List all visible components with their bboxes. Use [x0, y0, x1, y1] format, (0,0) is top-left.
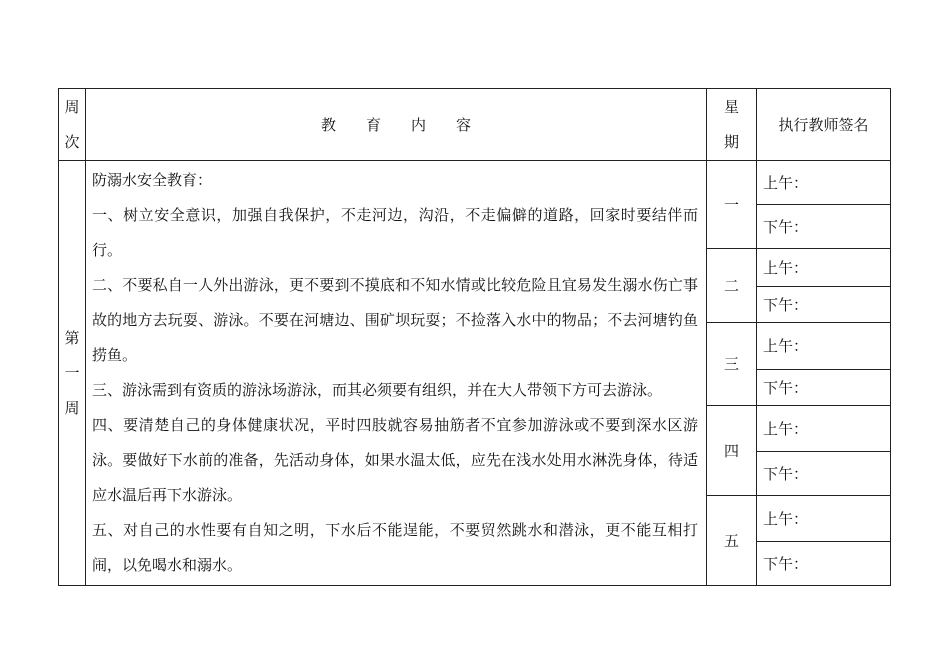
day-2-pm-signature[interactable]: 下午：	[757, 287, 891, 323]
week-label	[59, 161, 86, 586]
day-header-line-1: 星	[723, 97, 739, 116]
day-5-am-signature[interactable]: 上午：	[757, 495, 891, 541]
day-2-am-signature[interactable]: 上午：	[757, 249, 891, 287]
education-content	[86, 161, 707, 586]
week-label-line-1: 第	[64, 328, 80, 347]
day-5: 五	[707, 495, 757, 585]
week-header-line-2: 次	[64, 132, 80, 151]
day-3: 三	[707, 323, 757, 405]
day-1-am-signature[interactable]: 上午：	[757, 161, 891, 205]
day-header	[707, 89, 757, 161]
content-title: 防溺水安全教育：	[92, 171, 213, 189]
content-paragraph-4: 四、要清楚自己的身体健康状况，平时四肢就容易抽筋者不宜参加游泳或不要到深水区游泳。要做好下水前的准备，先活动身体，如果水温太低，应先在浅水处用水淋洗身体，待适应水温后再下水游泳。	[92, 416, 698, 504]
day-1-pm-signature[interactable]: 下午：	[757, 205, 891, 249]
day-4-pm-signature[interactable]: 下午：	[757, 451, 891, 495]
day-4-am-signature[interactable]: 上午：	[757, 405, 891, 451]
content-header: 教 育 内 容	[86, 89, 707, 161]
day-4: 四	[707, 405, 757, 495]
content-paragraph-3: 三、游泳需到有资质的游泳场游泳，而其必须要有组织，并在大人带领下方可去游泳。	[92, 381, 663, 399]
day-2: 二	[707, 249, 757, 323]
day-1-am-row	[59, 161, 891, 205]
content-paragraph-5: 五、对自己的水性要有自知之明，下水后不能逞能，不要贸然跳水和潜泳，更不能互相打闹，以免喝水和溺水。	[92, 521, 698, 574]
day-3-pm-signature[interactable]: 下午：	[757, 369, 891, 405]
schedule-table	[58, 88, 891, 586]
week-header-line-1: 周	[64, 97, 80, 116]
week-header	[59, 89, 86, 161]
day-5-pm-signature[interactable]: 下午：	[757, 542, 891, 586]
week-label-line-3: 周	[64, 398, 80, 417]
day-3-am-signature[interactable]: 上午：	[757, 323, 891, 369]
day-header-line-2: 期	[723, 132, 739, 151]
header-row	[59, 89, 891, 161]
week-label-line-2: 一	[64, 363, 80, 382]
signature-header: 执行教师签名	[757, 89, 891, 161]
content-paragraph-1: 一、树立安全意识，加强自我保护，不走河边，沟沿，不走偏僻的道路，回家时要结伴而行。	[92, 206, 698, 259]
content-paragraph-2: 二、不要私自一人外出游泳，更不要到不摸底和不知水情或比较危险且宜易发生溺水伤亡事故的地方去玩耍、游泳。不要在河塘边、围矿坝玩耍；不捡落入水中的物品；不去河塘钓鱼捞鱼。	[92, 276, 698, 364]
day-1: 一	[707, 161, 757, 249]
